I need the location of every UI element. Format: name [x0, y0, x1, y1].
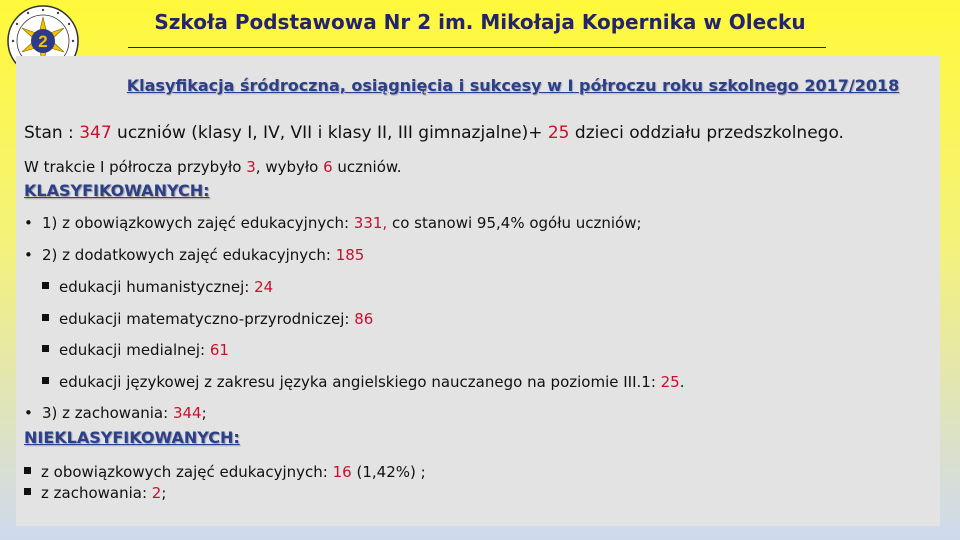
niekl-item-label: z obowiązkowych zajęć edukacyjnych:: [41, 463, 333, 481]
klas-item-1-value: 331,: [353, 214, 388, 232]
trakcie-middle: , wybyło: [255, 158, 324, 176]
niekl-item: [24, 463, 426, 481]
square-bullet-icon: [42, 282, 49, 289]
niekl-item-label: z zachowania:: [41, 484, 152, 502]
klas-item-1: [24, 214, 642, 232]
sub-item-value: 86: [354, 310, 374, 328]
bullet-icon: •: [24, 246, 33, 264]
klas-item-3: [24, 404, 207, 422]
niekl-item-suffix: (1,42%) ;: [351, 463, 426, 481]
niekl-item-suffix: ;: [161, 484, 167, 502]
sub-item-value: 25: [660, 373, 680, 391]
klas-item-3-label: 3) z zachowania:: [42, 404, 173, 422]
square-bullet-icon: [42, 345, 49, 352]
stan-students: 347: [79, 123, 112, 143]
nieklasyfikowanych-heading: NIEKLASYFIKOWANYCH:: [24, 428, 240, 447]
sub-item-label: edukacji matematyczno-przyrodniczej:: [59, 310, 355, 328]
sub-item: [42, 310, 373, 328]
klas-item-3-value: 344: [172, 404, 202, 422]
logo-number: 2: [38, 32, 48, 51]
sub-item: [42, 373, 685, 391]
subtitle: Klasyfikacja śródroczna, osiągnięcia i sukcesy w I półroczu roku szkolnego 2017/2018: [126, 76, 900, 95]
stan-line: [24, 123, 844, 143]
stan-middle: uczniów (klasy I, IV, VII i klasy II, III gimnazjalne)+: [111, 123, 548, 143]
title-divider: [128, 47, 826, 48]
sub-item-value: 24: [254, 278, 274, 296]
sub-item: [42, 278, 273, 296]
stan-prefix: Stan :: [24, 123, 80, 143]
square-bullet-icon: [42, 377, 49, 384]
niekl-item: [24, 484, 166, 502]
stan-suffix: dzieci oddziału przedszkolnego.: [569, 123, 844, 143]
klas-item-2-label: 2) z dodatkowych zajęć edukacyjnych:: [42, 246, 336, 264]
klas-item-3-suffix: ;: [201, 404, 207, 422]
sub-item: [42, 341, 229, 359]
bullet-icon: •: [24, 404, 33, 422]
klasyfikowanych-heading: KLASYFIKOWANYCH:: [24, 181, 210, 200]
trakcie-arrived: 3: [246, 158, 256, 176]
square-bullet-icon: [42, 314, 49, 321]
square-bullet-icon: [24, 467, 31, 474]
trakcie-left: 6: [323, 158, 333, 176]
sub-item-value: 61: [209, 341, 229, 359]
trakcie-prefix: W trakcie I półrocza przybyło: [24, 158, 247, 176]
sub-item-label: edukacji językowej z zakresu języka angielskiego nauczanego na poziomie III.1:: [59, 373, 661, 391]
klas-item-1-suffix: co stanowi 95,4% ogółu uczniów;: [387, 214, 642, 232]
klas-item-2-value: 185: [335, 246, 365, 264]
bullet-icon: •: [24, 214, 33, 232]
trakcie-suffix: uczniów.: [332, 158, 402, 176]
square-bullet-icon: [24, 488, 31, 495]
stan-preschool: 25: [547, 123, 570, 143]
niekl-item-value: 16: [332, 463, 352, 481]
sub-item-label: edukacji medialnej:: [59, 341, 210, 359]
page-title: Szkoła Podstawowa Nr 2 im. Mikołaja Kopernika w Olecku: [154, 10, 806, 34]
niekl-item-value: 2: [151, 484, 162, 502]
klas-item-2: [24, 246, 364, 264]
sub-item-suffix: .: [679, 373, 685, 391]
klas-item-1-label: 1) z obowiązkowych zajęć edukacyjnych:: [42, 214, 354, 232]
sub-item-label: edukacji humanistycznej:: [59, 278, 255, 296]
trakcie-line: [24, 158, 402, 176]
